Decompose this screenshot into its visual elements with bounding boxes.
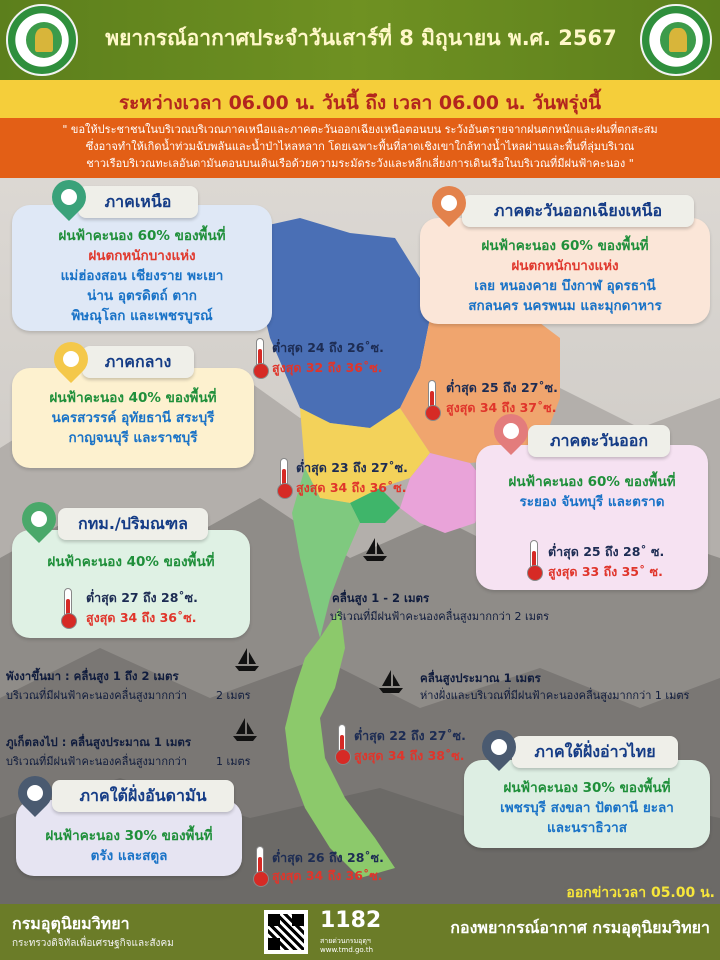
thermometer-icon	[256, 846, 264, 876]
bangkok-region-label: กทม./ปริมณฑล	[58, 508, 208, 540]
hotline-number: 1182	[320, 908, 382, 933]
south-gulf-area: และนราธิวาส	[547, 820, 627, 836]
north-area: แม่ฮ่องสอน เชียงราย พะเยา	[60, 268, 224, 284]
andaman-lower-wave-height: ภูเก็ตลงไป : คลื่นสูงประมาณ 1 เมตร	[6, 735, 192, 749]
south-gulf-area: เพชรบุรี สงขลา ปัตตานี ยะลา	[500, 800, 674, 816]
andaman-lower-wave-note: บริเวณที่มีฝนฟ้าคะนองคลื่นสูงมากกว่า	[6, 755, 188, 768]
government-seal-icon	[6, 4, 78, 76]
thermometer-icon	[338, 724, 346, 754]
south-gulf-min-temp: ต่ำสุด 22 ถึง 27˚ซ.	[354, 728, 466, 743]
issue-time: ออกข่าวเวลา 05.00 น.	[566, 885, 715, 901]
central-forecast-text	[12, 388, 254, 448]
south-andaman-area: ตรัง และสตูล	[90, 848, 168, 864]
gulf-upper-wave-note: บริเวณที่มีฝนฟ้าคะนองคลื่นสูงมากกว่า 2 เมตร	[330, 610, 550, 623]
south-andaman-max-temp: สูงสุด 34 ถึง 36˚ซ.	[272, 868, 383, 883]
northeast-forecast-text	[420, 236, 710, 316]
north-area: น่าน อุตรดิตถ์ ตาก	[87, 288, 197, 304]
footer-org-name: กรมอุตุนิยมวิทยา	[12, 914, 130, 933]
sailboat-icon	[232, 646, 262, 674]
north-area: พิษณุโลก และเพชรบูรณ์	[71, 308, 213, 324]
north-max-temp: สูงสุด 32 ถึง 36˚ซ.	[272, 360, 383, 375]
bangkok-forecast-text	[12, 552, 250, 572]
south-andaman-rain-chance: ฝนฟ้าคะนอง 30% ของพื้นที่	[45, 828, 213, 844]
warning-line: ซึ่งอาจทำให้เกิดน้ำท่วมฉับพลันและน้ำป่าไหลหลาก โดยเฉพาะพื้นที่ลาดเชิงเขาใกล้ทางน้ำไหลผ่านและพื้นที่ลุ่มบริเวณ	[85, 140, 635, 153]
south-andaman-min-temp: ต่ำสุด 26 ถึง 28˚ซ.	[272, 850, 384, 865]
south-gulf-forecast-text	[464, 778, 710, 838]
northeast-region-label: ภาคตะวันออกเฉียงเหนือ	[462, 195, 694, 227]
south-andaman-region-label: ภาคใต้ฝั่งอันดามัน	[52, 780, 234, 812]
sailboat-icon	[376, 668, 406, 696]
central-max-temp: สูงสุด 34 ถึง 36˚ซ.	[296, 480, 407, 495]
east-rain-chance: ฝนฟ้าคะนอง 60% ของพื้นที่	[508, 474, 676, 490]
andaman-upper-wave-height: พังงาขึ้นมา : คลื่นสูง 1 ถึง 2 เมตร	[6, 669, 179, 683]
tmd-emblem-icon	[640, 4, 712, 76]
east-region-label: ภาคตะวันออก	[528, 425, 670, 457]
thermometer-icon	[428, 380, 436, 410]
footer-ministry: กระทรวงดิจิทัลเพื่อเศรษฐกิจและสังคม	[12, 938, 174, 949]
east-forecast-text	[476, 472, 708, 512]
time-range-text: ระหว่างเวลา 06.00 น. วันนี้ ถึง เวลา 06.00 น. วันพรุ่งนี้	[118, 92, 602, 114]
north-heavy-rain: ฝนตกหนักบางแห่ง	[88, 248, 196, 264]
bangkok-max-temp: สูงสุด 34 ถึง 36˚ซ.	[86, 610, 197, 625]
south-gulf-max-temp: สูงสุด 34 ถึง 38˚ซ.	[354, 748, 465, 763]
north-region-label: ภาคเหนือ	[78, 186, 198, 218]
warning-text	[14, 121, 706, 172]
north-rain-chance: ฝนฟ้าคะนอง 60% ของพื้นที่	[58, 228, 226, 244]
gulf-upper-wave-height: คลื่นสูง 1 - 2 เมตร	[332, 591, 430, 605]
gulf-lower-wave-note: ห่างฝั่งและบริเวณที่มีฝนฟ้าคะนองคลื่นสูงมากกว่า 1 เมตร	[420, 689, 690, 702]
north-forecast-text	[12, 226, 272, 326]
northeast-heavy-rain: ฝนตกหนักบางแห่ง	[511, 258, 619, 274]
page-title: พยากรณ์อากาศประจำวันเสาร์ที่ 8 มิถุนายน พ.ศ. 2567	[105, 26, 617, 50]
qr-code-icon[interactable]	[264, 910, 308, 954]
sailboat-icon	[230, 716, 260, 744]
hotline-label: สายด่วนกรมอุตุฯ	[320, 937, 371, 945]
central-area: นครสวรรค์ อุทัยธานี สระบุรี	[51, 410, 215, 426]
thermometer-icon	[256, 338, 264, 368]
south-andaman-forecast-text	[16, 826, 242, 866]
warning-line: ชาวเรือบริเวณทะเลอันดามันตอนบนเดินเรือด้วยความระมัดระวังและหลีกเลี่ยงการเดินเรือในบริเวณที่มีฝนฟ้าคะนอง "	[86, 157, 634, 170]
east-min-temp: ต่ำสุด 25 ถึง 28˚ ซ.	[548, 544, 665, 559]
northeast-rain-chance: ฝนฟ้าคะนอง 60% ของพื้นที่	[481, 238, 649, 254]
central-region-label: ภาคกลาง	[82, 346, 194, 378]
bangkok-min-temp: ต่ำสุด 27 ถึง 28˚ซ.	[86, 590, 198, 605]
northeast-max-temp: สูงสุด 34 ถึง 37˚ซ.	[446, 400, 557, 415]
south-gulf-rain-chance: ฝนฟ้าคะนอง 30% ของพื้นที่	[503, 780, 671, 796]
gulf-lower-wave-height: คลื่นสูงประมาณ 1 เมตร	[420, 671, 541, 685]
central-rain-chance: ฝนฟ้าคะนอง 40% ของพื้นที่	[49, 390, 217, 406]
thermometer-icon	[280, 458, 288, 488]
bangkok-rain-chance: ฝนฟ้าคะนอง 40% ของพื้นที่	[47, 554, 215, 570]
andaman-upper-wave-note: 2 เมตร	[216, 689, 251, 702]
northeast-area: สกลนคร นครพนม และมุกดาหาร	[468, 298, 662, 314]
andaman-upper-wave-note: บริเวณที่มีฝนฟ้าคะนองคลื่นสูงมากกว่า	[6, 689, 188, 702]
northeast-min-temp: ต่ำสุด 25 ถึง 27˚ซ.	[446, 380, 558, 395]
website-link[interactable]: www.tmd.go.th	[320, 946, 373, 954]
thermometer-icon	[530, 540, 538, 570]
thermometer-icon	[64, 588, 72, 618]
east-area: ระยอง จันทบุรี และตราด	[519, 494, 665, 510]
central-min-temp: ต่ำสุด 23 ถึง 27˚ซ.	[296, 460, 408, 475]
andaman-lower-wave-note: 1 เมตร	[216, 755, 251, 768]
east-max-temp: สูงสุด 33 ถึง 35˚ ซ.	[548, 564, 663, 579]
north-min-temp: ต่ำสุด 24 ถึง 26˚ซ.	[272, 340, 384, 355]
footer-division: กองพยากรณ์อากาศ กรมอุตุนิยมวิทยา	[450, 918, 710, 937]
central-area: กาญจนบุรี และราชบุรี	[68, 430, 198, 446]
map-region-north	[255, 218, 430, 428]
warning-line: " ขอให้ประชาชนในบริเวณบริเวณภาคเหนือและภาคตะวันออกเฉียงเหนือตอนบน ระวังอันตรายจากฝนตกหนักและฝนที่ตกสะสม	[62, 123, 658, 136]
sailboat-icon	[360, 536, 390, 564]
northeast-area: เลย หนองคาย บึงกาฬ อุดรธานี	[474, 278, 656, 294]
south-gulf-region-label: ภาคใต้ฝั่งอ่าวไทย	[512, 736, 678, 768]
